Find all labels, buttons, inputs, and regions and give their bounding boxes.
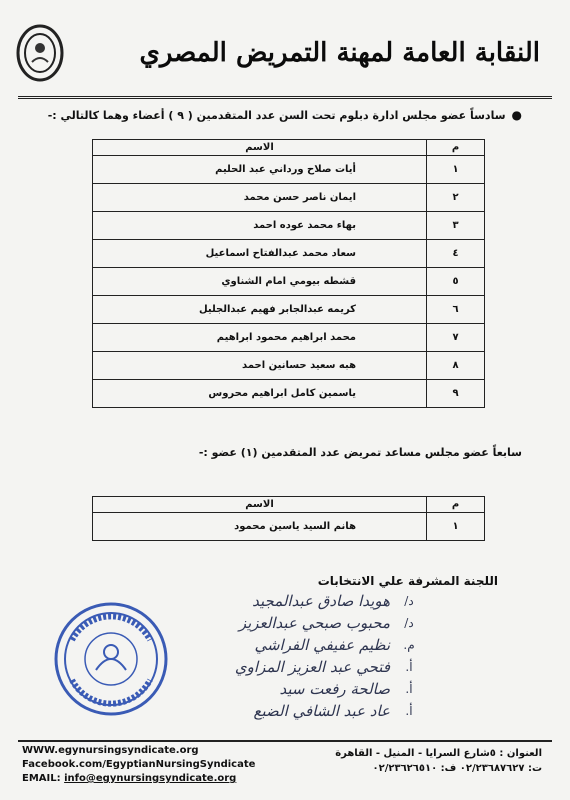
row-number: ٨ xyxy=(427,352,485,380)
signature-name: محبوب صبحي عبدالعزيز xyxy=(238,614,390,632)
signature-row xyxy=(190,656,420,678)
row-number: ٦ xyxy=(427,296,485,324)
row-number: ٩ xyxy=(427,380,485,408)
table-row xyxy=(93,324,485,352)
member-name: ايمان ناصر حسن محمد xyxy=(93,184,427,212)
signature-prefix: أ. xyxy=(405,660,413,674)
signature-name: هويدا صادق عبدالمجيد xyxy=(252,592,390,610)
website-link[interactable]: WWW.egynursingsyndicate.org xyxy=(22,745,199,756)
member-name: كريمه عبدالجابر فهيم عبدالجليل xyxy=(93,296,427,324)
members-table-section-6 xyxy=(92,139,485,408)
signature-row xyxy=(190,678,420,700)
section-7-heading: سابعاً عضو مجلس مساعد تمريض عدد المتقدمين (١) عضو :- xyxy=(198,446,522,459)
signature-name: صالحة رفعت سيد xyxy=(279,680,390,698)
signature-prefix: د/ xyxy=(404,594,414,608)
committee-title: اللجنة المشرفة علي الانتخابات xyxy=(317,574,498,588)
signature-name: نظيم عفيفي الفراشي xyxy=(254,636,390,654)
table-row xyxy=(93,268,485,296)
member-name: ياسمين كامل ابراهيم محروس xyxy=(93,380,427,408)
signature-row xyxy=(190,634,420,656)
table-row xyxy=(93,380,485,408)
member-name: سعاد محمد عبدالفتاح اسماعيل xyxy=(93,240,427,268)
row-number: ٧ xyxy=(427,324,485,352)
section-6-heading xyxy=(48,108,522,122)
table-row xyxy=(93,212,485,240)
signature-prefix: أ. xyxy=(405,704,413,718)
member-name: أيات صلاح ورداني عبد الحليم xyxy=(93,156,427,184)
email-line xyxy=(22,772,255,786)
member-name: هانم السيد ياسين محمود xyxy=(93,513,427,541)
footer-address xyxy=(335,746,542,776)
header-divider xyxy=(18,96,552,99)
signature-name: عاد عبد الشافي الضبع xyxy=(253,702,390,720)
table-row xyxy=(93,240,485,268)
column-header-name: الاسم xyxy=(93,140,427,156)
row-number: ٤ xyxy=(427,240,485,268)
member-name: هبه سعيد حسانين احمد xyxy=(93,352,427,380)
section-6-heading-text: سادساً عضو مجلس ادارة دبلوم تحت السن عدد المتقدمين ( ٩ ) أعضاء وهما كالتالي :- xyxy=(47,109,506,122)
table-row xyxy=(93,184,485,212)
facebook-link[interactable]: Facebook.com/EgyptianNursingSyndicate xyxy=(22,759,256,770)
footer-contact xyxy=(22,744,255,786)
email-link[interactable]: info@egynursingsyndicate.org xyxy=(64,773,237,784)
members-table-section-7 xyxy=(92,496,485,541)
member-name: قشطه بيومي امام الشناوي xyxy=(93,268,427,296)
signature-row xyxy=(190,590,420,612)
column-header-number: م xyxy=(427,140,485,156)
table-row xyxy=(93,513,485,541)
signature-prefix: م. xyxy=(403,638,415,652)
row-number: ١ xyxy=(427,156,485,184)
page-title: النقابة العامة لمهنة التمريض المصري xyxy=(139,38,540,68)
signature-row xyxy=(190,700,420,722)
member-name: بهاء محمد عوده احمد xyxy=(93,212,427,240)
table-header-row xyxy=(93,140,485,156)
table-header-row xyxy=(93,497,485,513)
address-text: العنوان : ٥شارع السرايا - المنيل - القاهرة xyxy=(335,748,542,759)
member-name: محمد ابراهيم محمود ابراهيم xyxy=(93,324,427,352)
footer-divider xyxy=(18,740,552,742)
table-row xyxy=(93,352,485,380)
table-row xyxy=(93,156,485,184)
row-number: ٢ xyxy=(427,184,485,212)
signature-name: فتحي عبد العزيز المزاوي xyxy=(234,658,390,676)
bullet-icon: ● xyxy=(511,108,522,122)
signature-row xyxy=(190,612,420,634)
column-header-number: م xyxy=(427,497,485,513)
column-header-name: الاسم xyxy=(93,497,427,513)
row-number: ٥ xyxy=(427,268,485,296)
phone-text: ت: ٠٢/٢٣٦٨٧٦٢٧ ف: ٠٢/٢٣٦٢٦٥١٠ xyxy=(372,763,542,774)
signature-list xyxy=(190,590,420,722)
signature-prefix: أ. xyxy=(405,682,413,696)
row-number: ٣ xyxy=(427,212,485,240)
syndicate-logo-icon xyxy=(14,22,66,84)
row-number: ١ xyxy=(427,513,485,541)
syndicate-stamp-icon xyxy=(52,600,170,718)
email-label: EMAIL: xyxy=(22,773,61,784)
signature-prefix: د/ xyxy=(404,616,414,630)
table-row xyxy=(93,296,485,324)
